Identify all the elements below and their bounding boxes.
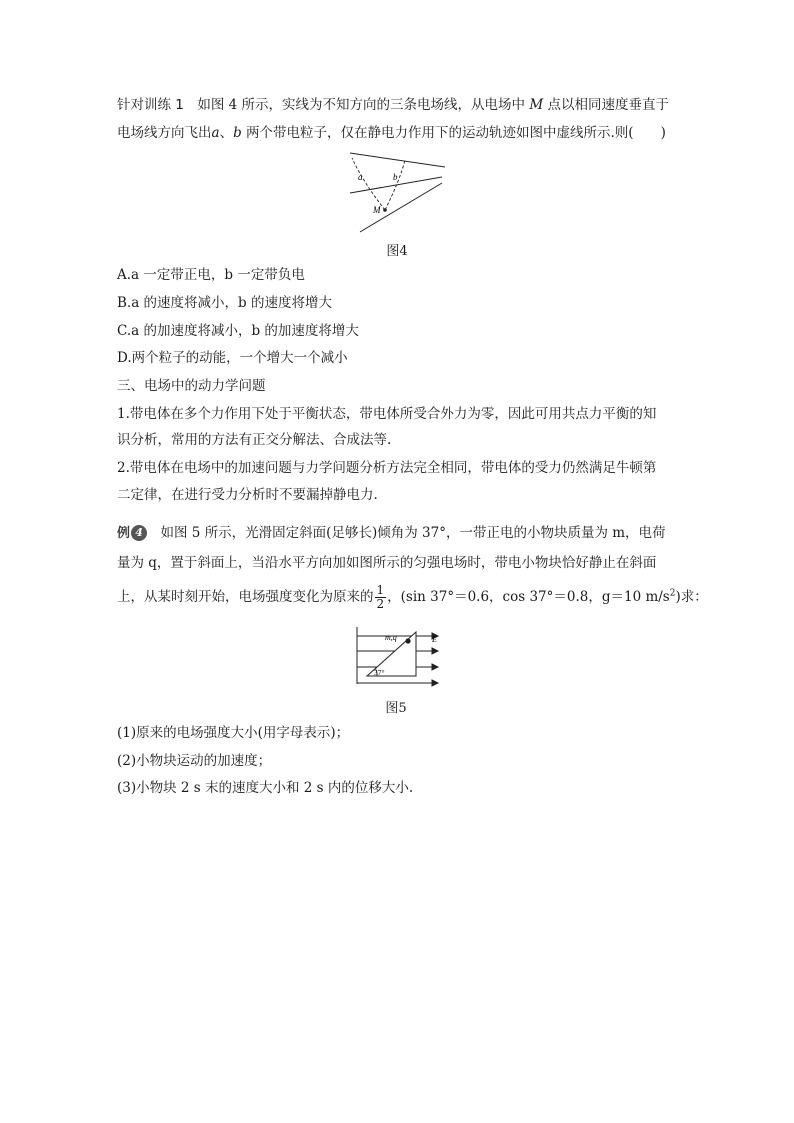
option-a: A.a 一定带正电，b 一定带负电 [117,267,305,283]
section-3-p2-line1: 2.带电体在电场中的加速问题与力学问题分析方法完全相同，带电体的受力仍然满足牛顿第 [117,460,657,476]
section-3-p1-line2: 识分析，常用的方法有正交分解法、合成法等. [117,432,392,448]
question-1: (1)原来的电场强度大小(用字母表示)； [117,725,350,741]
label-E: E [432,635,437,644]
question-2: (2)小物块运动的加速度； [117,753,272,769]
charged-block [405,638,410,643]
option-b: B.a 的速度将减小，b 的速度将增大 [117,295,332,311]
example-4-line-2: 量为 q，置于斜面上，当沿水平方向加如图所示的匀强电场时，带电小物块恰好静止在斜面 [117,555,657,571]
trajectory-a [352,158,385,210]
section-3-p2-line2: 二定律，在进行受力分析时不要漏掉静电力. [117,487,378,503]
section-3-p1-line1: 1.带电体在多个力作用下处于平衡状态，带电体所受合外力为零，因此可用共点力平衡的知 [117,406,657,422]
label-mq: m,q [385,633,397,642]
figure-5 [352,624,444,690]
example-badge: 例 4 [117,525,147,543]
figure-4-caption: 图4 [386,244,408,259]
figure-5-caption: 图5 [385,701,407,716]
label-angle: 37° [374,668,385,677]
point-M [383,208,387,212]
label-a: a [358,172,363,182]
option-d: D.两个粒子的动能，一个增大一个减小 [117,350,348,366]
field-line-top [350,153,445,167]
example-number-icon: 4 [131,525,147,541]
example-4-line-1: 例 4 如图 5 所示，光滑固定斜面(足够长)倾角为 37°，一带正电的小物块质量为 m，电荷 [117,525,666,541]
example-4-line-3: 上，从某时刻开始，电场强度变化为原来的 $\frac{1}{2}$ ，(sin 37°＝0.6，cos 37°＝0.8，g＝10 $m/s^2$)求： [117,583,708,611]
label-b: b [393,172,398,182]
training-label: 针对训练 1 [117,97,184,113]
fraction-one-half: $\frac{1}{2}$ [376,583,385,611]
training-line-1: 针对训练 1 如图 4 所示，实线为不知方向的三条电场线，从电场中 M 点以相同速度垂直于 [117,97,669,113]
label-M: M [373,205,381,215]
figure-4 [345,150,450,235]
option-c: C.a 的加速度将减小，b 的加速度将增大 [117,323,359,339]
question-3: (3)小物块 2 s 末的速度大小和 2 s 内的位移大小. [117,780,414,796]
training-line-2: 电场线方向飞出a、b 两个带电粒子，仅在静电力作用下的运动轨迹如图中虚线所示.则( ) [117,125,666,141]
section-3-title: 三、电场中的动力学问题 [117,378,266,394]
